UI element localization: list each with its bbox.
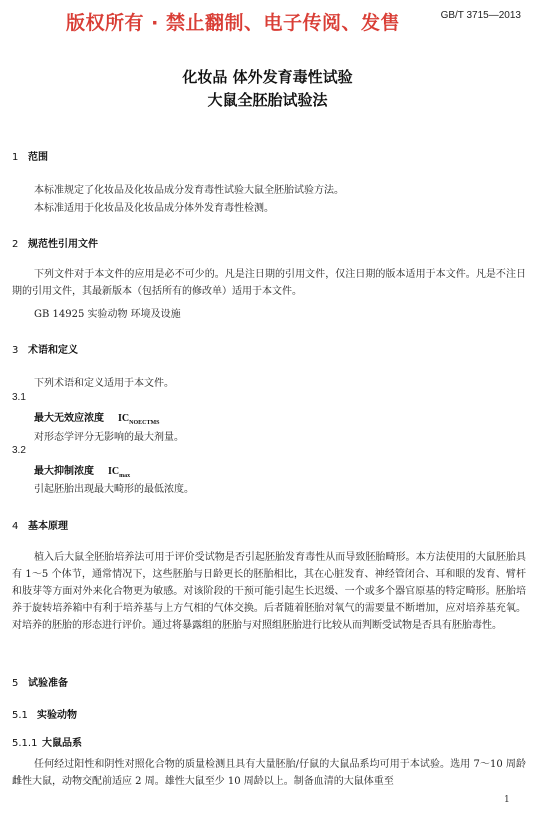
section-number: 4	[12, 521, 19, 532]
section-number: 5.1	[12, 710, 28, 721]
section-5-heading	[12, 674, 68, 689]
section-2-paragraph: 下列文件对于本文件的应用是必不可少的。凡是注日期的引用文件，仅注日期的版本适用于本文件。凡是不注日期的引用文件，其最新版本（包括所有的修改单）适用于本文件。	[12, 269, 526, 297]
term-abbreviation: $IC_{max}$	[108, 466, 131, 479]
section-5-1-heading	[12, 706, 77, 721]
standard-code: GB/T 3715—2013	[440, 10, 521, 21]
watermark: 版权所有 · 禁止翻制、电子传阅、发售	[66, 12, 400, 34]
term-3-2	[34, 462, 130, 479]
term-3-1	[34, 409, 159, 426]
section-4-heading	[12, 517, 68, 532]
document-title-line1: 化妆品 体外发育毒性试验	[182, 68, 353, 86]
section-title: 试验准备	[28, 678, 68, 689]
section-3-intro: 下列术语和定义适用于本文件。	[34, 378, 174, 389]
section-title: 基本原理	[28, 521, 68, 532]
term-name: 最大抑制浓度	[34, 466, 94, 477]
section-5-1-1-paragraph: 任何经过阳性和阴性对照化合物的质量检测且具有大量胚胎/仔鼠的大鼠品系均可用于本试验。选用 7～10 周龄雌性大鼠，动物交配前适应 2 周。雄性大鼠至少 10 周龄以上。制备血清的大鼠体重至	[12, 759, 526, 787]
term-3-1-definition: 对形态学评分无影响的最大剂量。	[34, 432, 184, 443]
section-title: 规范性引用文件	[28, 239, 98, 250]
section-title: 大鼠品系	[42, 738, 82, 749]
section-3-heading	[12, 341, 78, 356]
term-3-1-number: 3.1	[12, 392, 26, 403]
term-3-2-definition: 引起胚胎出现最大畸形的最低浓度。	[34, 484, 194, 495]
section-number: 5	[12, 678, 19, 689]
section-number: 5.1.1	[12, 738, 38, 749]
section-2-heading	[12, 235, 98, 250]
section-number: 2	[12, 239, 19, 250]
page-number: 1	[504, 795, 510, 805]
section-number: 3	[12, 345, 19, 356]
section-title: 术语和定义	[28, 345, 78, 356]
term-name: 最大无效应浓度	[34, 413, 104, 424]
section-5-1-1-heading	[12, 734, 82, 749]
section-title: 范围	[28, 152, 48, 163]
reference-gb14925: GB 14925 实验动物 环境及设施	[34, 309, 181, 320]
document-title-line2: 大鼠全胚胎试验法	[207, 91, 328, 109]
term-abbreviation: $IC_{NOECTMS}$	[118, 413, 160, 426]
section-1-heading	[12, 148, 48, 163]
section-4-paragraph: 植入后大鼠全胚胎培养法可用于评价受试物是否引起胚胎发育毒性从而导致胚胎畸形。本方法使用的大鼠胚胎具有 1～5 个体节，通常情况下，这些胚胎与日龄更长的胚胎相比，其在心脏发育、神经管闭合、耳和眼的发育、臂杆和肢芽等方面对外来化合物更为敏感。对该阶段的干预可能引起生长迟缓、一个或多个器官原基的特定畸形。胚胎培养于旋转培养箱中有利于培养基与上方气相的气体交换。后者随着胚胎对氧气的需要量不断增加，应对培养基充氧。对培养的胚胎的形态进行评价。通过将暴露组的胚胎与对照组胚胎进行比较从而判断受试物是否具有胚胎毒性。	[12, 552, 526, 631]
section-1-line-1: 本标准规定了化妆品及化妆品成分发育毒性试验大鼠全胚胎试验方法。	[34, 185, 344, 196]
section-1-line-2: 本标准适用于化妆品及化妆品成分体外发育毒性检测。	[34, 203, 274, 214]
section-number: 1	[12, 152, 19, 163]
section-title: 实验动物	[37, 710, 77, 721]
term-3-2-number: 3.2	[12, 445, 26, 456]
